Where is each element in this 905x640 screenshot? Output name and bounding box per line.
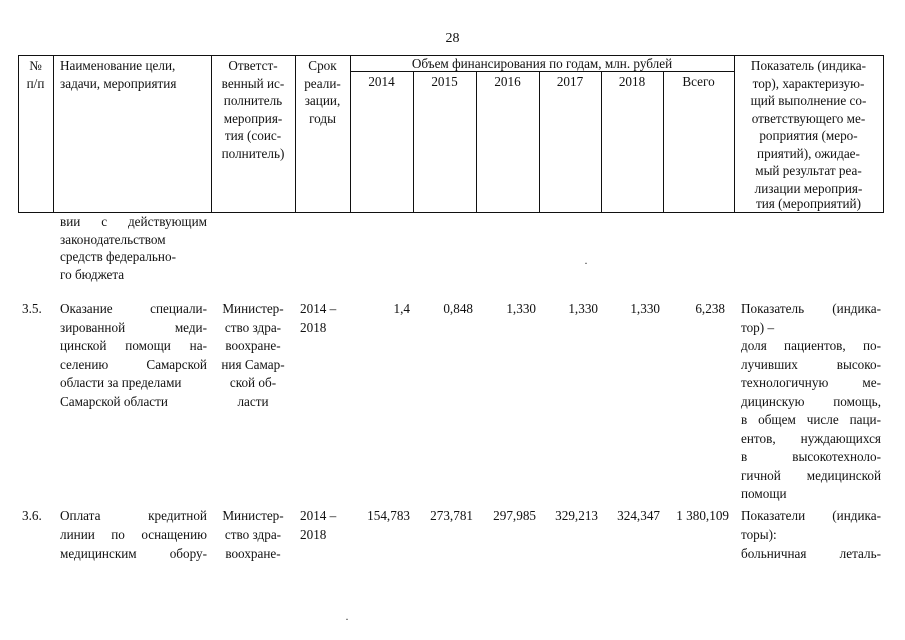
value-total: 6,238 xyxy=(695,301,725,316)
row-term-line: 2014 – xyxy=(300,301,337,316)
header-name-2: задачи, мероприятия xyxy=(60,75,177,91)
value-2014: 154,783 xyxy=(367,508,410,523)
header-year-2018: 2018 xyxy=(618,74,646,89)
row-resp-line: Министер- xyxy=(222,301,284,316)
row-indicator-line: ентов, нуждающихся xyxy=(741,430,881,446)
header-indicator-6: приятий), ожидае- xyxy=(757,145,860,161)
header-year-2015: 2015 xyxy=(431,74,458,89)
row-name-line: Самарской области xyxy=(60,393,168,409)
header-resp-2: венный ис- xyxy=(221,75,285,91)
row-resp-line: Министер- xyxy=(222,508,284,523)
row-resp-line: ласти xyxy=(237,393,269,409)
header-year-total: Всего xyxy=(682,74,715,89)
header-year-2016: 2016 xyxy=(494,74,521,89)
value-2017: 329,213 xyxy=(555,508,598,523)
header-num-2: п/п xyxy=(26,75,45,91)
header-funding-title: Объем финансирования по годам, млн. рублей xyxy=(411,56,673,71)
value-2018: 1,330 xyxy=(630,301,660,316)
continuation-line: вии с действующим xyxy=(60,214,207,229)
row-resp-line: ство здра- xyxy=(224,319,282,335)
row-indicator-line: в высокотехноло- xyxy=(741,449,881,464)
scan-speck: · xyxy=(584,256,588,270)
value-total: 1 380,109 xyxy=(676,508,729,523)
value-2015: 0,848 xyxy=(443,301,473,316)
header-resp-1: Ответст- xyxy=(228,58,278,73)
row-term-line: 2018 xyxy=(300,319,327,335)
row-indicator-line: технологичную ме- xyxy=(741,375,881,390)
row-indicator-line: дицинскую помощь, xyxy=(741,393,881,409)
row-resp-line: ния Самар- xyxy=(221,356,285,372)
header-indicator-3: щий выполнение со- xyxy=(750,93,867,108)
row-indicator-line: Показатели (индика- xyxy=(741,508,881,523)
row-indicator-line: Показатель (индика- xyxy=(741,301,881,316)
header-resp-5: тия (соис- xyxy=(224,128,282,143)
row-name-line: селению Самарской xyxy=(60,356,207,372)
header-num-1: № xyxy=(29,58,42,73)
header-resp-6: полнитель) xyxy=(221,145,285,161)
row-number: 3.6. xyxy=(22,508,42,523)
value-2018: 324,347 xyxy=(617,508,660,523)
row-number: 3.5. xyxy=(22,301,42,316)
value-2015: 273,781 xyxy=(430,508,473,523)
continuation-line: законодательством xyxy=(60,231,166,247)
scan-speck: · xyxy=(345,612,349,626)
row-name-line: Оплата кредитной xyxy=(60,508,207,523)
header-year-2014: 2014 xyxy=(368,74,395,89)
row-resp-line: воохране- xyxy=(225,338,281,353)
header-term-1: Срок xyxy=(308,58,337,73)
row-name-line: зированной меди- xyxy=(60,319,207,335)
header-indicator-5: роприятия (меро- xyxy=(759,128,858,143)
header-resp-4: мероприя- xyxy=(223,110,283,126)
header-term-3: зации, xyxy=(304,93,341,108)
header-indicator-9: тия (мероприятий) xyxy=(755,196,861,211)
header-indicator-8: лизации мероприя- xyxy=(754,180,863,196)
row-indicator-line: торы): xyxy=(741,527,777,542)
header-indicator-2: тор), характеризую- xyxy=(752,75,865,91)
continuation-line: го бюджета xyxy=(60,266,125,282)
row-name-line: цинской помощи на- xyxy=(60,338,207,353)
row-name-line: области за пределами xyxy=(60,375,182,390)
header-term-4: годы xyxy=(309,110,336,126)
value-2017: 1,330 xyxy=(568,301,598,316)
header-indicator-4: ответствующего ме- xyxy=(751,110,866,126)
row-name-line: медицинским обору- xyxy=(60,546,207,561)
value-2016: 1,330 xyxy=(506,301,536,316)
header-indicator-7: мый результат реа- xyxy=(755,163,862,178)
row-name-line: линии по оснащению xyxy=(60,527,207,542)
header-indicator-1: Показатель (индика- xyxy=(750,58,867,73)
row-term-line: 2014 – xyxy=(300,508,337,523)
row-indicator-line: доля пациентов, по- xyxy=(741,338,881,353)
row-indicator-line: тор) – xyxy=(741,319,775,335)
row-indicator-line: в общем числе паци- xyxy=(741,412,881,427)
row-indicator-line: лучивших высоко- xyxy=(741,356,881,372)
header-resp-3: полнитель xyxy=(223,93,283,108)
row-resp-line: ской об- xyxy=(229,375,277,390)
continuation-line: средств федерально- xyxy=(60,249,176,264)
row-name-line: Оказание специали- xyxy=(60,301,207,316)
value-2014: 1,4 xyxy=(393,301,410,316)
row-indicator-line: больничная леталь- xyxy=(741,546,881,561)
row-term-line: 2018 xyxy=(300,527,327,542)
row-resp-line: воохране- xyxy=(225,546,281,561)
row-indicator-line: помощи xyxy=(741,486,787,501)
header-year-2017: 2017 xyxy=(556,74,584,89)
page-number: 28 xyxy=(445,31,460,46)
value-2016: 297,985 xyxy=(493,508,536,523)
header-term-2: реали- xyxy=(304,75,341,91)
row-resp-line: ство здра- xyxy=(224,527,282,542)
header-name-1: Наименование цели, xyxy=(60,58,176,73)
row-indicator-line: гичной медицинской xyxy=(741,467,881,483)
